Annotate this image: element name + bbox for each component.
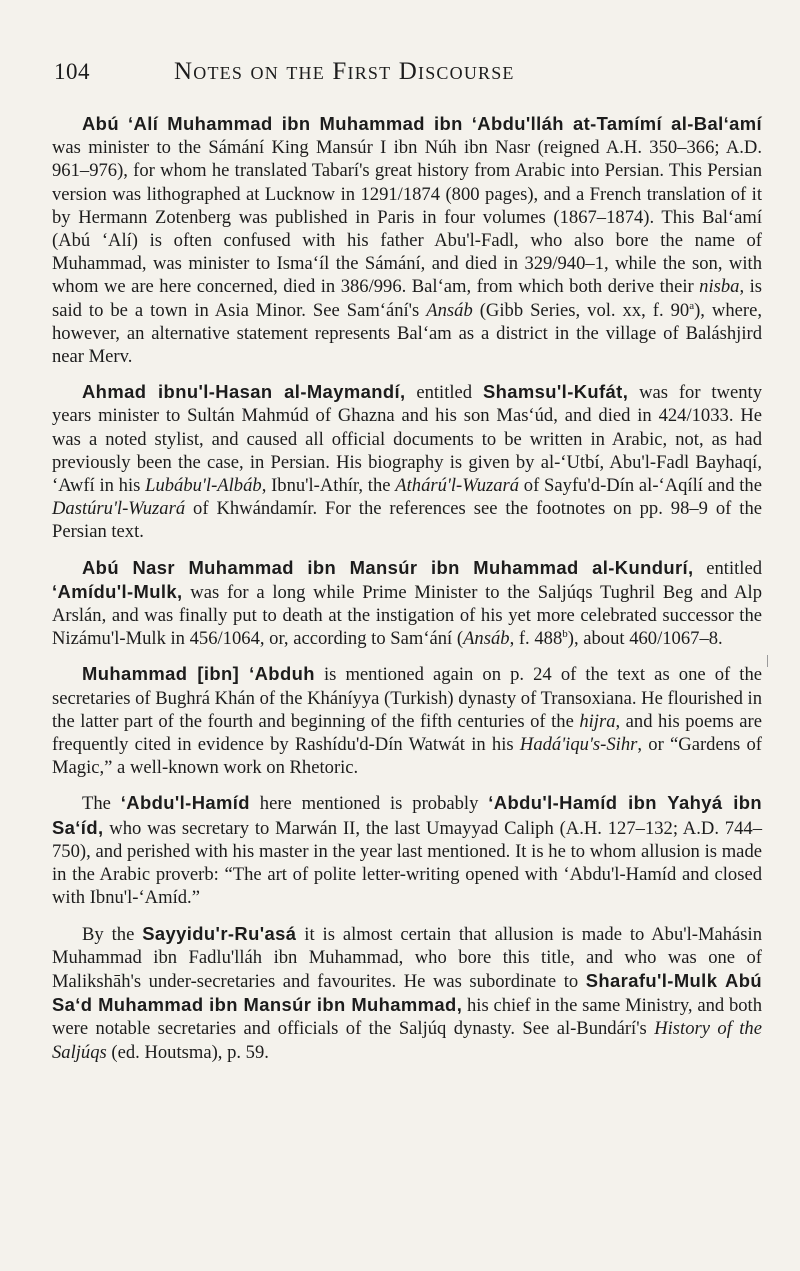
text-segment: was for a long while Prime Minister to the Saljúqs Tughril Beg and Alp Arslán, and was finally put to death at the instigation of his yet more celebrated successor the Nizámu'l-Mulk in 456/1064, or, according to Samʻání ( bbox=[52, 581, 762, 650]
body-text bbox=[52, 112, 762, 1064]
text-segment: b bbox=[562, 628, 568, 641]
text-segment: Dastúru'l-Wuzará bbox=[52, 498, 186, 520]
text-segment: , is said to be a town in Asia Minor. See Samʻání's bbox=[52, 276, 762, 321]
paragraph bbox=[52, 791, 762, 909]
text-segment: of Khwándamír. For the references see the footnotes on pp. 98–9 of the Persian text. bbox=[52, 498, 762, 543]
text-segment: nisba bbox=[699, 276, 740, 298]
text-segment: The bbox=[82, 793, 121, 815]
text-segment: entitled bbox=[693, 557, 762, 579]
paragraph bbox=[52, 662, 762, 779]
text-segment: , Ibnu'l-Athír, the bbox=[261, 475, 396, 497]
paragraph-lead: Abú Nasr Muhammad ibn Mansúr ibn Muhammad al-Kundurí, bbox=[82, 556, 694, 578]
text-segment: , and his poems are frequently cited in evidence by Rashídu'd-Dín Watwát in his bbox=[52, 710, 762, 756]
text-segment: ), where, however, an alternative statement represents Balʻam as a district in the village of Baláshjird near Merv. bbox=[52, 299, 762, 368]
paragraph bbox=[52, 556, 762, 651]
page-header bbox=[54, 58, 762, 86]
text-segment: Ansáb bbox=[426, 299, 473, 321]
text-segment: was for twenty years minister to Sultán Mahmúd of Ghazna and his son Masʻúd, and died in 424/1033. He was a noted stylist, and caused all official documents to be written in Arabic, not, as had previously been the case, in Persian. His biography is given by al-ʻUtbí, Abu'l-Fadl Bayhaqí, ʻAwfí in his bbox=[52, 382, 762, 497]
text-segment: Lubábu'l-Albáb bbox=[145, 475, 262, 497]
text-segment: , f. 488 bbox=[509, 628, 563, 650]
text-segment: entitled bbox=[405, 382, 483, 404]
text-segment: hijra bbox=[579, 710, 616, 732]
text-segment: is mentioned again on p. 24 of the text as one of the secretaries of Bughrá Khán of the Kháníyya (Turkish) dynasty of Transoxiana. He flourished in the latter part of the fourth and beginning of the fifth centuries of the bbox=[52, 664, 763, 732]
page-number: 104 bbox=[54, 59, 90, 84]
text-segment: ʻAbdu'l-Hamíd ibn Yahyá ibn Saʻíd, bbox=[52, 792, 762, 838]
paragraph-text bbox=[52, 924, 762, 1063]
paragraph-lead: Ahmad ibnu'l-Hasan al-Maymandí, bbox=[82, 381, 406, 403]
text-segment: Athárú'l-Wuzará bbox=[395, 475, 520, 497]
text-segment: Hadá'iqu's-Sihr bbox=[519, 734, 638, 756]
text-segment: of Sayfu'd-Dín al-ʻAqílí and the bbox=[519, 475, 762, 497]
text-segment: a bbox=[689, 299, 695, 312]
margin-mark bbox=[767, 655, 774, 667]
text-segment: Sharafu'l-Mulk Abú Saʻd Muhammad ibn Mansúr ibn Muhammad, bbox=[52, 969, 762, 1016]
text-segment: Shamsu'l-Kufát, bbox=[482, 381, 629, 403]
text-segment: ), about 460/1067–8. bbox=[567, 628, 723, 650]
paragraph-text bbox=[52, 382, 762, 542]
paragraph-text bbox=[52, 137, 762, 367]
text-segment: By the bbox=[82, 923, 143, 945]
text-segment: ʻAmídu'l-Mulk, bbox=[52, 580, 183, 602]
paragraph bbox=[52, 380, 762, 543]
text-segment: was minister to the Sámání King Mansúr I ibn Núh ibn Nasr (reigned A.H. 350–366; A.D. 961–976), for whom he translated Tabarí's great history from Arabic into Persian. This Persian version was lithographed at Lucknow in 1291/1874 (800 pages), and a French translation of it by Hermann Zotenberg was published in Paris in four volumes (1867–1874). This Balʻamí (Abú ʻAlí) is often confused with his father Abu'l-Fadl, who also bore the name of Muhammad, was minister to Ismaʻíl the Sámání, and died in 329/940–1, while the son, with whom we are here concerned, died in 386/996. Balʻam, from which both derive their bbox=[52, 137, 762, 298]
text-segment: , or “Gardens of Magic,” a well-known work on Rhetoric. bbox=[52, 734, 762, 779]
text-segment: (Gibb Series, vol. xx, f. 90 bbox=[472, 299, 690, 321]
paragraph-lead: Muhammad [ibn] ʻAbduh bbox=[82, 663, 315, 685]
running-head: Notes on the First Discourse bbox=[174, 58, 515, 85]
paragraph-text bbox=[52, 793, 762, 908]
paragraph bbox=[52, 922, 762, 1064]
text-segment: ʻAbdu'l-Hamíd bbox=[120, 792, 250, 814]
text-segment: Ansáb bbox=[463, 628, 510, 650]
text-segment: it is almost certain that allusion is made to Abu'l-Mahásin Muhammad ibn Fadlu'lláh ibn Muhammad, who bore this title, and who was one of Malikshāh's under-secretaries and favourites. He was subordinate to bbox=[52, 923, 762, 992]
paragraph-lead: Abú ʻAlí Muhammad ibn Muhammad ibn ʻAbdu'lláh at-Tamímí al-Balʻamí bbox=[82, 113, 762, 134]
paragraph bbox=[52, 112, 762, 368]
text-segment: (ed. Houtsma), p. 59. bbox=[106, 1041, 269, 1063]
text-segment: here mentioned is probably bbox=[249, 793, 489, 815]
text-segment: his chief in the same Ministry, and both were notable secretaries and officials of the Saljúq dynasty. See al-Bundárí's bbox=[52, 995, 762, 1040]
text-segment: who was secretary to Marwán II, the last Umayyad Caliph (A.H. 127–132; A.D. 744–750), and perished with his master in the year last mentioned. It is he to whom allusion is made in the Arabic proverb: “The art of polite letter-writing opened with ʻAbdu'l-Hamíd and closed with Ibnu'l-ʻAmíd.” bbox=[52, 817, 762, 909]
text-segment: History of the Saljúqs bbox=[52, 1018, 762, 1063]
text-segment: Sayyidu'r-Ru'asá bbox=[142, 922, 297, 944]
